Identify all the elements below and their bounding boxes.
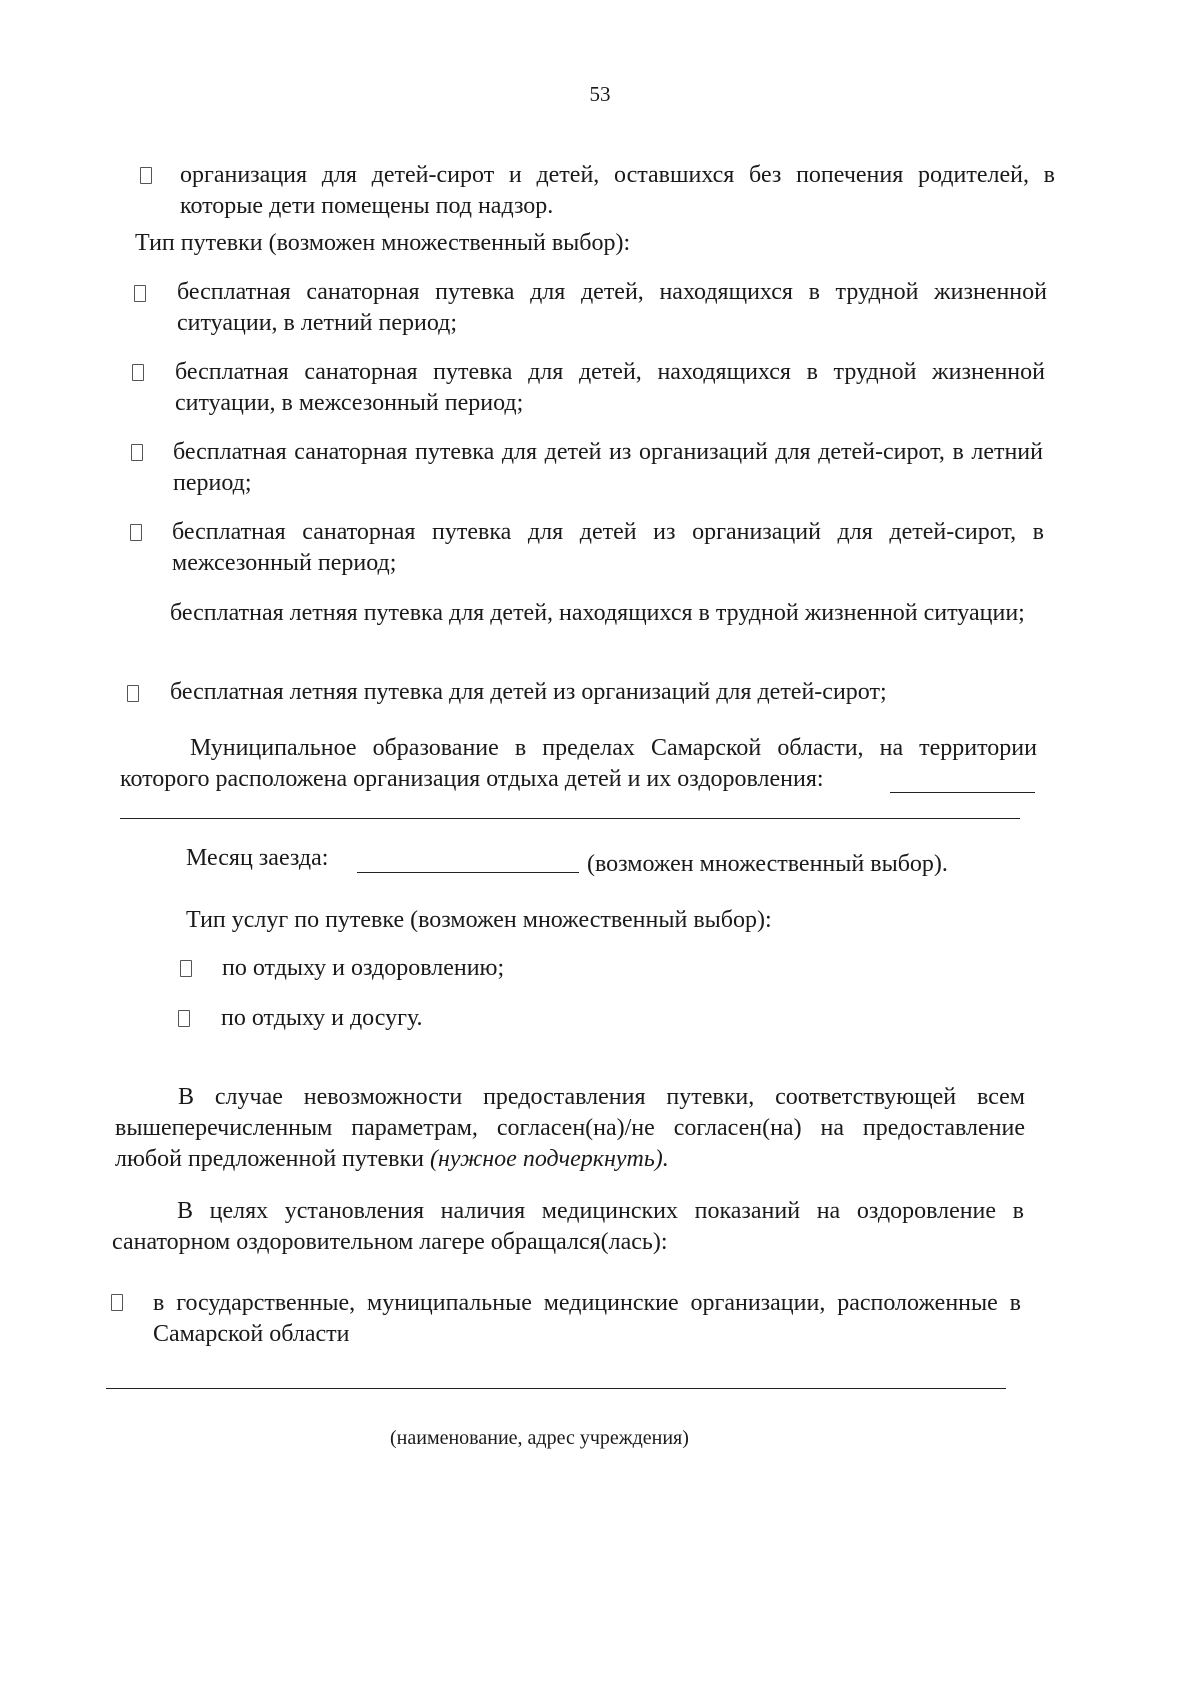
medical-paragraph: В целях установления наличия медицинских показаний на оздоровление в санаторном оздоровительном лагере обращался(лась): [112, 1198, 1024, 1255]
checkbox-orphan-supervision[interactable] [140, 167, 152, 184]
option-voucher-sanatorium-orphans-summer: бесплатная санаторная путевка для детей из организаций для детей-сирот, в летний период; [173, 439, 1043, 496]
month-label: Месяц заезда: [186, 845, 329, 871]
option-voucher-sanatorium-difficult-summer: бесплатная санаторная путевка для детей, находящихся в трудной жизненной ситуации, в летний период; [177, 279, 1047, 336]
service-type-label: Тип услуг по путевке (возможен множественный выбор): [186, 907, 772, 933]
option-voucher-sanatorium-orphans-offseason: бесплатная санаторная путевка для детей из организаций для детей-сирот, в межсезонный период; [172, 519, 1044, 576]
checkbox-voucher-sanatorium-orphans-offseason[interactable] [130, 524, 142, 541]
consent-text: В случае невозможности предоставления путевки, соответствующей всем вышеперечисленным параметрам, согласен(на)/не согласен(на) на предоставление любой предложенной путевки [115, 1084, 1025, 1172]
month-field-line[interactable] [357, 872, 579, 873]
option-voucher-summer-difficult: бесплатная летняя путевка для детей, находящихся в трудной жизненной ситуации; [170, 600, 1025, 626]
voucher-type-label: Тип путевки (возможен множественный выбор): [135, 230, 631, 256]
municipality-text: Муниципальное образование в пределах Самарской области, на территории которого расположена организация отдыха детей и их оздоровления: [120, 735, 1037, 792]
checkbox-voucher-sanatorium-difficult-offseason[interactable] [132, 364, 144, 381]
checkbox-voucher-sanatorium-orphans-summer[interactable] [131, 444, 143, 461]
page-number: 53 [589, 82, 611, 106]
option-service-health: по отдыху и оздоровлению; [222, 955, 505, 981]
institution-caption: (наименование, адрес учреждения) [390, 1427, 689, 1449]
checkbox-service-leisure[interactable] [178, 1010, 190, 1027]
institution-field-line[interactable] [106, 1388, 1006, 1389]
option-voucher-summer-orphans: бесплатная летняя путевка для детей из организаций для детей-сирот; [170, 679, 887, 705]
checkbox-voucher-summer-orphans[interactable] [127, 685, 139, 702]
municipality-field-line[interactable] [120, 818, 1020, 819]
consent-note: (нужное подчеркнуть). [430, 1146, 669, 1172]
month-hint: (возможен множественный выбор). [587, 851, 948, 877]
municipality-inline-blank[interactable] [890, 792, 1035, 793]
checkbox-voucher-sanatorium-difficult-summer[interactable] [134, 285, 146, 302]
option-service-leisure: по отдыху и досугу. [221, 1005, 423, 1031]
option-medical-state: в государственные, муниципальные медицинские организации, расположенные в Самарской области [153, 1290, 1021, 1347]
option-voucher-sanatorium-difficult-offseason: бесплатная санаторная путевка для детей, находящихся в трудной жизненной ситуации, в межсезонный период; [175, 359, 1045, 416]
checkbox-service-health[interactable] [180, 960, 192, 977]
option-orphan-supervision: организация для детей-сирот и детей, оставшихся без попечения родителей, в которые дети помещены под надзор. [180, 162, 1055, 219]
consent-paragraph [115, 1082, 1025, 1175]
checkbox-medical-state[interactable] [111, 1294, 123, 1311]
